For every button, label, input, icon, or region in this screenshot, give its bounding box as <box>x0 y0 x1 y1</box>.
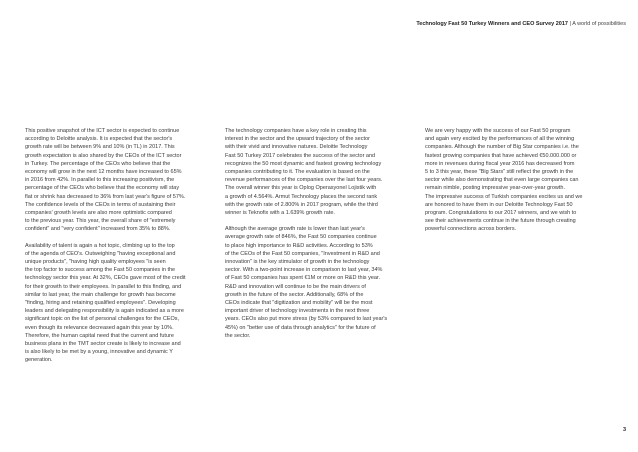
header-subtitle: A world of possibilities <box>572 21 626 27</box>
paragraph: Availability of talent is again a hot topic, climbing up to the top of the agenda of CEO's. Outweighing "having exceptional and unique products", "having high quality employees "is seen the top factor to success among the Fast 50 companies in the technology sector this year. At 32%, CEOs gave most of the credit for their growth to their employees. In parallel to this finding, and similar to last year, the main challenge for growth has become "finding, hiring and retaining qualified employees". Developing leaders and delegating responsibility is again indicated as a more significant topic on the list of personal challenges for the CEOs, even though its relevance decreased again this year by 10%. Therefore, the human capital need that the current and future business plans in the TMT sector create is likely to increase and is also likely to be met by a young, innovative and dynamic Y generation. <box>25 242 186 364</box>
text-column-3 <box>425 127 615 242</box>
paragraph: We are very happy with the success of our Fast 50 program and again very excited by the performances of all the winning companies. Although the number of Big Star companies i.e. the fastest growing companies that have achieved €50.000.000 or more in revenues during fiscal year 2016 has decreased from 5 to 3 this year, these "Big Stars" still reflect the growth in the sector while also demonstrating that even large companies can remain nimble, posting impressive year-over-year growth. The impressive success of Turkish companies excites us and we are honored to have them in our Deloitte Technology Fast 50 program. Congratulations to our 2017 winners, and we wish to see their achievements continue in the future through creating powerful connections across borders. <box>425 128 583 233</box>
header-separator: | <box>568 21 573 27</box>
paragraph: This positive snapshot of the ICT sector is expected to continue according to Deloitte analysis. It is expected that the sector's growth rate will be between 9% and 10% (in TL) in 2017. This growth expectation is also shared by the CEOs of the ICT sector in Turkey. The percentage of the CEOs who believe that the economy will grow in the next 12 months have increased to 65% in 2016 from 42%. In parallel to this increasing positivism, the percentage of the CEOs who believe that the economy will stay flat or shrink has decreased to 36% from last year's figure of 57%. The confidence levels of the CEOs in terms of sustaining their companies' growth levels are also more optimistic compared to the previous year. This year, the overall share of "extremely confident" and "very confident" increased from 35% to 88%. <box>25 128 186 233</box>
paragraph: Although the average growth rate is lower than last year's average growth rate of 846%, the Fast 50 companies continue to place high importance to R&D activities. According to 53% of the CEOs of the Fast 50 companies, "Investment in R&D and innovation" is the key stimulator of growth in the technology sector. With a two-point increase in comparison to last year, 34% of Fast 50 companies has spent €1M or more on R&D this year. R&D and innovation will continue to be the main drivers of growth in the future of the sector. Additionally, 68% of the CEOs indicate that "digitization and mobility" will be the most important driver of technology investments in the next three years. CEOs also put more stress (by 53% compared to last year's 45%) on "better use of data through analytics" for the future of the sector. <box>225 226 388 339</box>
header-title: Technology Fast 50 Turkey Winners and CEO Survey 2017 <box>416 21 568 27</box>
paragraph: The technology companies have a key role in creating this interest in the sector and the upward trajectory of the sector with their vivid and innovative natures. Deloitte Technology Fast 50 Turkey 2017 celebrates the success of the sector and recognizes the 50 most dynamic and fastest growing technology companies contributing to it. The evaluation is based on the revenue performances of the companies over the last four years. The overall winner this year is Oplog Operasyonel Lojistik with a growth of 4.564%. Armut Technology places the second rank with the growth rate of 2.800% in 2017 program, while the third winner is Teknofix with a 1.639% growth rate. <box>225 128 383 217</box>
text-column-1 <box>25 127 205 373</box>
running-header <box>416 21 626 27</box>
page-number: 3 <box>622 427 626 433</box>
text-column-2 <box>225 127 405 348</box>
